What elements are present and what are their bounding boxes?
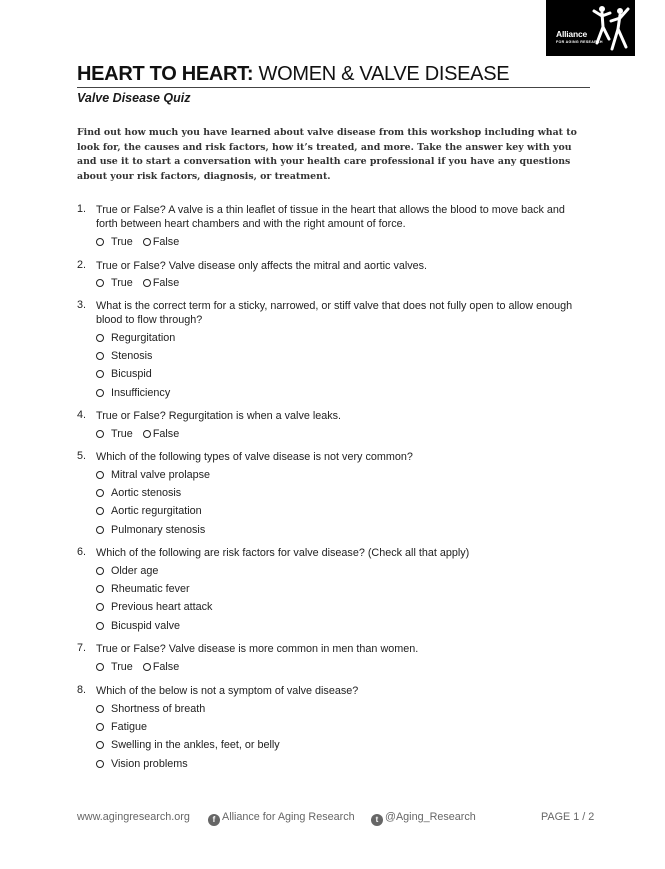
answer-option[interactable] [96, 702, 205, 716]
option-label: Rheumatic fever [111, 583, 190, 596]
option-label: Aortic regurgitation [111, 505, 202, 518]
option-label: Bicuspid valve [111, 619, 181, 632]
option-label: Swelling in the ankles, feet, or belly [111, 739, 280, 752]
question-text: True or False? Valve disease is more common in men than women. [96, 643, 419, 655]
option-label: Stenosis [111, 350, 153, 363]
footer [0, 811, 665, 825]
option-true[interactable] [96, 428, 133, 440]
radio-circle-icon[interactable] [96, 622, 104, 630]
option-label: True [111, 428, 133, 440]
radio-circle-icon[interactable] [96, 279, 104, 287]
option-label: Aortic stenosis [111, 487, 182, 500]
option-label: Shortness of breath [111, 703, 206, 715]
option-false[interactable] [143, 428, 179, 440]
question-number: 5. [77, 450, 87, 462]
radio-circle-icon[interactable] [96, 705, 104, 713]
question-number: 4. [77, 409, 87, 421]
answer-option[interactable] [96, 468, 210, 482]
true-false-options [96, 276, 179, 290]
radio-circle-icon[interactable] [96, 507, 104, 515]
answer-option[interactable] [96, 738, 280, 752]
question-text: Which of the below is not a symptom of valve disease? [96, 685, 359, 697]
option-label: False [152, 236, 180, 248]
radio-circle-icon[interactable] [96, 663, 104, 671]
radio-circle-icon[interactable] [96, 370, 104, 378]
option-label: Mitral valve prolapse [111, 469, 211, 481]
option-true[interactable] [96, 661, 133, 673]
question-text: What is the correct term for a sticky, narrowed, or stiff valve that does not fully open to allow enough blood to flow through? [96, 300, 573, 326]
option-false[interactable] [143, 277, 179, 289]
radio-circle-icon[interactable] [143, 279, 151, 287]
website-link[interactable]: www.agingresearch.org [77, 811, 190, 823]
question-number: 2. [77, 259, 87, 271]
option-label: Insufficiency [111, 386, 171, 399]
answer-option[interactable] [96, 386, 170, 400]
twitter-link[interactable] [371, 811, 476, 826]
option-label: Fatigue [111, 721, 148, 734]
option-label: Previous heart attack [111, 601, 213, 614]
logo-text: Alliance [556, 29, 587, 39]
facebook-icon: f [208, 814, 220, 826]
radio-circle-icon[interactable] [96, 723, 104, 731]
option-label: False [152, 428, 180, 440]
answer-option[interactable] [96, 757, 188, 771]
option-label: Vision problems [111, 757, 188, 770]
facebook-label: Alliance for Aging Research [222, 811, 355, 823]
question-number: 1. [77, 203, 87, 215]
answer-option[interactable] [96, 582, 190, 596]
question-text: True or False? Regurgitation is when a valve leaks. [96, 410, 342, 422]
option-label: Regurgitation [111, 332, 176, 344]
intro-paragraph: Find out how much you have learned about valve disease from this workshop including what to look for, the causes and risk factors, how it’s treated, and more. Take the answer key with you and use it to start a conversation with your health care professional if you have any questions about your risk factors, diagnosis, or treatment. [77, 127, 577, 182]
radio-circle-icon[interactable] [96, 334, 104, 342]
radio-circle-icon[interactable] [96, 567, 104, 575]
answer-option[interactable] [96, 349, 152, 363]
quiz-subtitle: Valve Disease Quiz [77, 91, 191, 105]
twitter-label: @Aging_Research [385, 811, 476, 823]
true-false-options [96, 660, 179, 674]
answer-option[interactable] [96, 600, 212, 614]
twitter-icon: t [371, 814, 383, 826]
radio-circle-icon[interactable] [96, 603, 104, 611]
radio-circle-icon[interactable] [143, 430, 151, 438]
question-text: Which of the following types of valve disease is not very common? [96, 451, 413, 463]
option-label: True [111, 661, 133, 673]
radio-circle-icon[interactable] [96, 430, 104, 438]
option-label: False [152, 277, 180, 289]
radio-circle-icon[interactable] [96, 352, 104, 360]
answer-option[interactable] [96, 619, 180, 633]
question-number: 8. [77, 684, 87, 696]
radio-circle-icon[interactable] [96, 526, 104, 534]
question-number: 6. [77, 546, 87, 558]
radio-circle-icon[interactable] [143, 238, 151, 246]
radio-circle-icon[interactable] [96, 741, 104, 749]
logo-subtext: FOR AGING RESEARCH [556, 40, 603, 44]
option-true[interactable] [96, 236, 133, 248]
answer-option[interactable] [96, 367, 152, 381]
facebook-link[interactable] [208, 811, 355, 826]
radio-circle-icon[interactable] [96, 389, 104, 397]
question-number: 3. [77, 299, 87, 311]
answer-option[interactable] [96, 523, 205, 537]
option-label: False [152, 661, 180, 673]
page-number: PAGE 1 / 2 [541, 811, 595, 823]
radio-circle-icon[interactable] [143, 663, 151, 671]
radio-circle-icon[interactable] [96, 585, 104, 593]
question-number: 7. [77, 642, 87, 654]
answer-option[interactable] [96, 564, 158, 578]
radio-circle-icon[interactable] [96, 760, 104, 768]
answer-option[interactable] [96, 331, 175, 345]
option-label: True [111, 277, 133, 289]
option-label: Older age [111, 565, 159, 577]
option-false[interactable] [143, 236, 179, 248]
radio-circle-icon[interactable] [96, 471, 104, 479]
radio-circle-icon[interactable] [96, 489, 104, 497]
question-text: True or False? A valve is a thin leaflet of tissue in the heart that allows the blood to move back and forth between heart chambers and with the right amount of force. [96, 204, 565, 230]
question-text: True or False? Valve disease only affects the mitral and aortic valves. [96, 260, 428, 272]
option-label: Bicuspid [111, 368, 152, 381]
true-false-options [96, 235, 179, 249]
answer-option[interactable] [96, 486, 181, 500]
title-bold: HEART TO HEART: [77, 63, 254, 85]
true-false-options [96, 427, 179, 441]
option-label: True [111, 236, 133, 248]
question-text: Which of the following are risk factors for valve disease? (Check all that apply) [96, 547, 470, 559]
option-true[interactable] [96, 277, 133, 289]
answer-option[interactable] [96, 720, 147, 734]
title-rest: WOMEN & VALVE DISEASE [253, 63, 510, 85]
option-label: Pulmonary stenosis [111, 523, 206, 536]
radio-circle-icon[interactable] [96, 238, 104, 246]
option-false[interactable] [143, 661, 179, 673]
answer-option[interactable] [96, 504, 202, 518]
